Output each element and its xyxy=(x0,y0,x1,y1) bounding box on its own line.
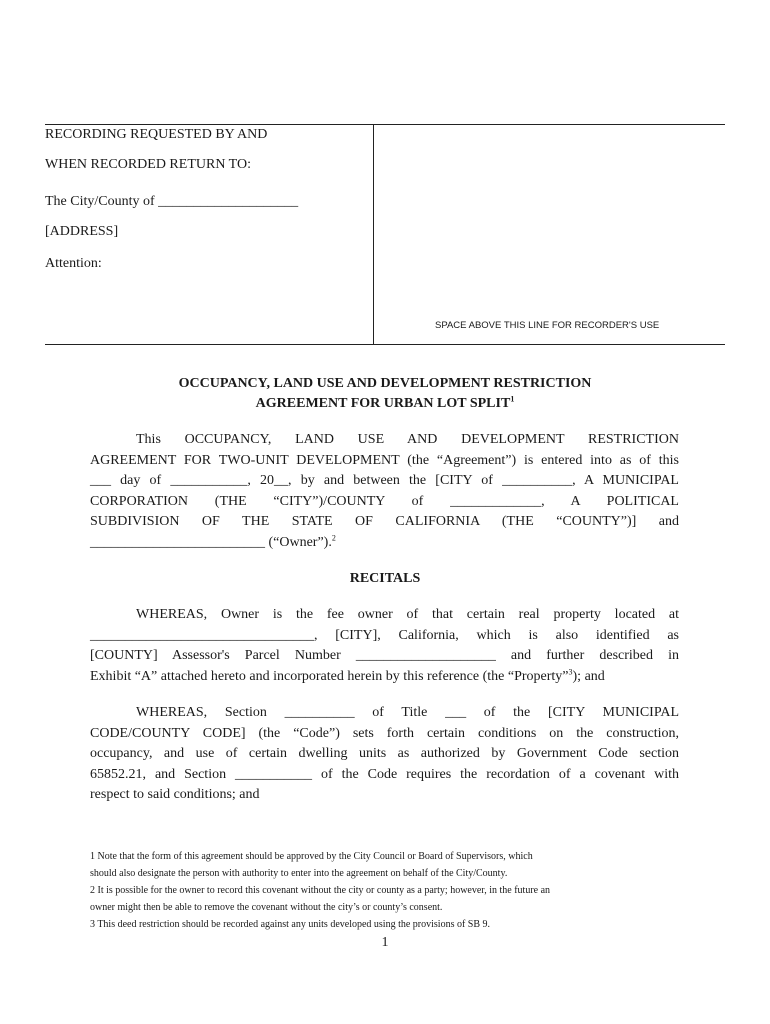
whereas-paragraph-1: WHEREAS, Owner is the fee owner of that certain real property located at ________________________________, [CITY], California, which is also identified as [COUNTY] Assessor's Parcel Number ____________________ and further described in Exhibit “A” attached hereto and incorporated herein by this reference (the “Property”$^3$); and xyxy=(90,607,679,684)
whereas-paragraph-2: WHEREAS, Section __________ of Title ___ of the [CITY MUNICIPAL CODE/COUNTY CODE] (the “Code”) sets forth certain conditions on the construction, occupancy, and use of certain dwelling units as authorized by Government Code section 65852.21, and Section ___________ of the Code requires the recordation of a covenant with respect to said conditions; and xyxy=(90,705,679,802)
footnote-1-line-1: 1 Note that the form of this agreement should be approved by the City Council or Board of Supervisors, which xyxy=(90,851,533,862)
when-recorded-label: WHEN RECORDED RETURN TO: xyxy=(45,157,251,172)
address-line: [ADDRESS] xyxy=(45,224,119,239)
attention-line: Attention: xyxy=(45,256,102,271)
footnote-1-line-2: should also designate the person with authority to enter into the agreement on behalf of the City/County. xyxy=(90,868,508,879)
title-line-2: AGREEMENT FOR URBAN LOT SPLIT$^1$ xyxy=(255,394,515,411)
recitals-heading: RECITALS xyxy=(349,571,421,586)
footnotes xyxy=(90,848,690,933)
footnote-2-line-1: 2 It is possible for the owner to record this covenant without the city or county as a party; however, in the future an xyxy=(90,885,551,896)
footnote-ref-1: 1 xyxy=(510,394,515,404)
city-county-line: The City/County of ____________________ xyxy=(45,194,299,209)
intro-paragraph: This OCCUPANCY, LAND USE AND DEVELOPMENT RESTRICTION AGREEMENT FOR TWO-UNIT DEVELOPMENT (the “Agreement”) is entered into as of this ___ day of ___________, 20__, by and between the [CITY of __________, A MUNICIPAL CORPORATION (THE “CITY”)/COUNTY of _____________, A POLITICAL SUBDIVISION OF THE STATE OF CALIFORNIA (THE “COUNTY”)] and _________________________ (“Owner”).$^2$ xyxy=(90,432,679,550)
title-line-1: OCCUPANCY, LAND USE AND DEVELOPMENT RESTRICTION xyxy=(178,376,592,391)
recording-box-divider xyxy=(373,125,374,344)
footnote-2-line-2: owner might then be able to remove the covenant without the city’s or county’s consent. xyxy=(90,902,443,913)
agreement-title xyxy=(90,374,680,414)
footnote-ref-3: 3 xyxy=(568,666,573,676)
recording-requested-label: RECORDING REQUESTED BY AND xyxy=(45,127,268,142)
recorder-space-note: SPACE ABOVE THIS LINE FOR RECORDER'S USE xyxy=(435,320,660,331)
footnote-3: 3 This deed restriction should be recorded against any units developed using the provisions of SB 9. xyxy=(90,919,491,930)
recording-header-box xyxy=(45,124,725,345)
page-number: 1 xyxy=(381,935,389,950)
footnote-ref-2: 2 xyxy=(331,532,336,542)
